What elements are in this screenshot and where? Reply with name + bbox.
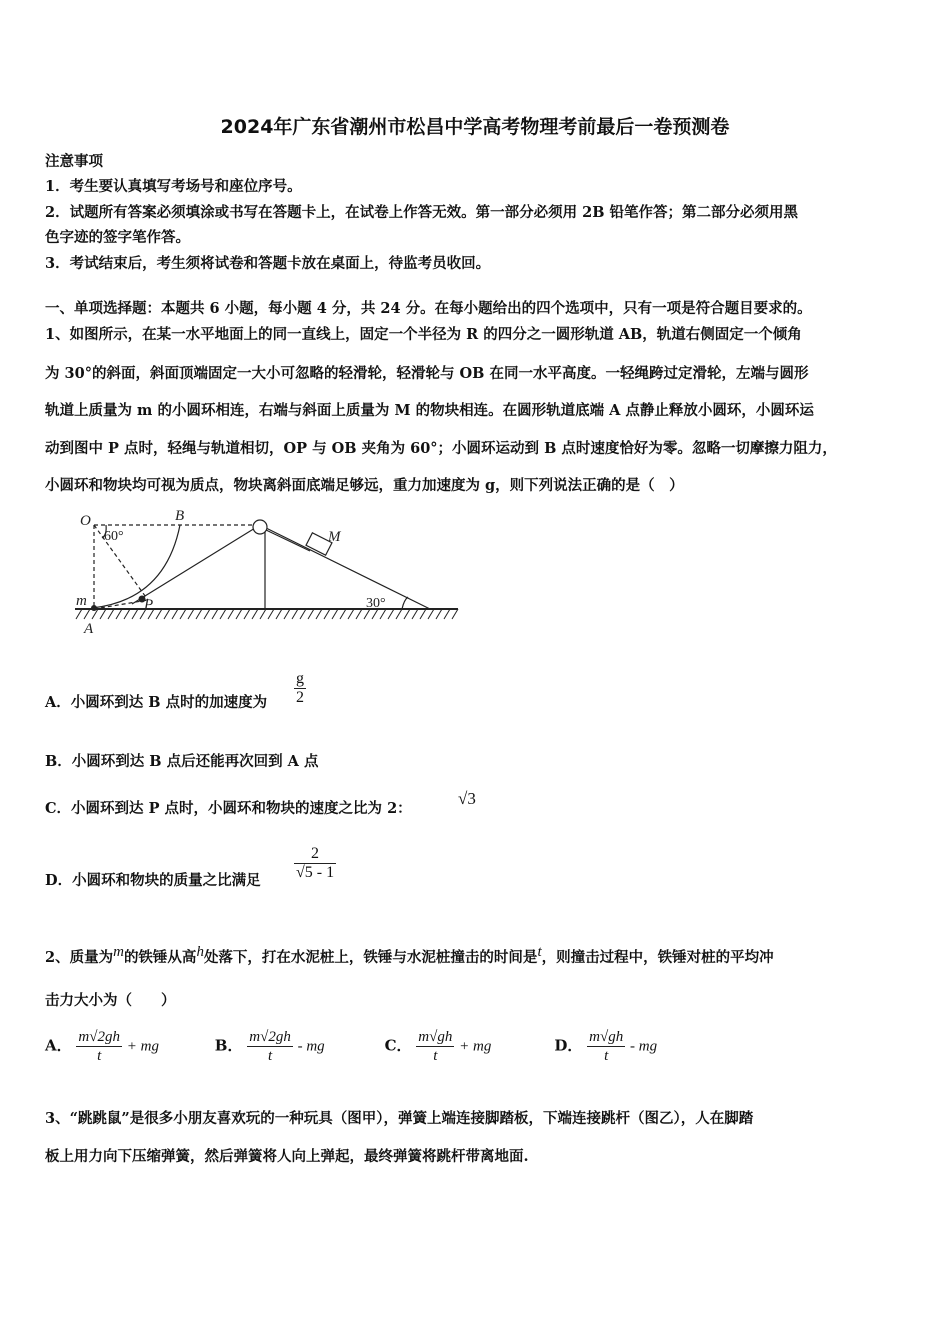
label-A: A: [84, 621, 94, 637]
q2-option-a-tail: + mg: [126, 1038, 159, 1055]
label-M: M: [328, 529, 341, 545]
label-O: O: [80, 513, 91, 529]
incline-surface: [260, 525, 430, 609]
q2-option-a-fraction: [76, 1028, 122, 1065]
q2-option-b-fraction: [247, 1028, 293, 1065]
page-title: 2024年广东省潮州市松昌中学高考物理考前最后一卷预测卷: [220, 116, 730, 138]
q1-option-a-num: g: [296, 670, 304, 687]
q2-option-a-label: A．: [45, 1036, 72, 1055]
ring-A: [91, 605, 97, 611]
q2-option-c-tail: + mg: [459, 1038, 492, 1055]
notice-item-1: 1．考生要认真填写考场号和座位序号。: [45, 178, 302, 195]
label-B: B: [175, 508, 185, 524]
q1-option-b: B．小圆环到达 B 点后还能再次回到 A 点: [45, 753, 319, 770]
q1-option-c-value: √3: [458, 789, 476, 808]
q1-option-d-fraction: [294, 845, 336, 882]
notice-heading: 注意事项: [45, 153, 103, 170]
q2-option-d: [554, 1028, 719, 1065]
q1-line-2: 为 30°的斜面，斜面顶端固定一大小可忽略的轻滑轮，轻滑轮与 OB 在同一水平高度。一轻绳跨过定滑轮，左端与圆形: [45, 365, 809, 382]
q2-option-c: [385, 1028, 550, 1065]
q2-option-a-den: t: [97, 1048, 102, 1064]
q2-option-b-tail: - mg: [297, 1038, 325, 1055]
q2-text-4: ，则撞击过程中，铁锤对桩的平均冲: [541, 948, 774, 966]
label-angle-60: 60°: [104, 529, 124, 544]
angle-arc-30: [402, 597, 408, 609]
q2-text-3: 处落下，打在水泥桩上，铁锤与水泥桩撞击的时间是: [203, 948, 538, 966]
q2-option-d-tail: - mg: [630, 1038, 658, 1055]
pulley: [253, 520, 267, 534]
q2-option-c-den: t: [433, 1048, 438, 1064]
q1-option-a-text: A．小圆环到达 B 点时的加速度为: [45, 694, 268, 711]
q2-text-2: 的铁锤从高: [123, 948, 197, 966]
q1-option-a-den: 2: [296, 689, 304, 706]
q2-option-d-fraction: [587, 1028, 625, 1065]
q2-line-2: 击力大小为（ ）: [45, 992, 176, 1009]
q2-option-b: [215, 1028, 380, 1065]
q2-option-b-den: t: [267, 1048, 273, 1064]
q2-option-d-num: m√gh: [589, 1029, 624, 1045]
q1-figure: [70, 505, 470, 640]
q1-option-d-den: √5 - 1: [296, 864, 335, 881]
notice-item-2-cont: 色字迹的签字笔作答。: [45, 229, 190, 246]
q2-var-m: m: [113, 944, 124, 960]
q1-option-a: [45, 694, 267, 712]
ground-hatching: [76, 609, 458, 619]
q2-var-t: t: [537, 944, 542, 960]
q1-option-a-fraction: [294, 670, 306, 707]
q2-option-d-label: D．: [554, 1036, 583, 1055]
label-m: m: [76, 593, 87, 609]
q3-line-2: 板上用力向下压缩弹簧，然后弹簧将人向上弹起，最终弹簧将跳杆带离地面.: [45, 1148, 529, 1165]
notice-item-2: 2．试题所有答案必须填涂或书写在答题卡上，在试卷上作答无效。第一部分必须用 2B 铅笔作答；第二部分必须用黑: [45, 204, 799, 221]
q2-option-d-den: t: [604, 1048, 609, 1064]
q1-line-3: 轨道上质量为 m 的小圆环相连，右端与斜面上质量为 M 的物块相连。在圆形轨道底端 A 点静止释放小圆环，小圆环运: [45, 402, 814, 419]
label-angle-30: 30°: [366, 596, 386, 611]
q2-option-b-label: B．: [214, 1036, 243, 1055]
q2-option-c-label: C．: [384, 1036, 412, 1055]
q1-option-d-num: 2: [294, 845, 336, 864]
label-P: P: [144, 597, 154, 613]
q2-option-c-num: m√gh: [418, 1029, 453, 1045]
q2-text-1: 2、质量为: [45, 948, 114, 966]
q2-option-a: [45, 1028, 210, 1065]
rope-right: [266, 530, 310, 551]
q1-line-1: 1、如图所示，在某一水平地面上的同一直线上，固定一个半径为 R 的四分之一圆形轨道 AB，轨道右侧固定一个倾角: [45, 326, 802, 343]
q1-line-4: 动到图中 P 点时，轻绳与轨道相切，OP 与 OB 夹角为 60°；小圆环运动到 B 点时速度恰好为零。忽略一切摩擦力阻力，: [45, 440, 837, 457]
rope-left: [132, 525, 260, 604]
q2-var-h: h: [196, 944, 204, 960]
q1-option-d: D．小圆环和物块的质量之比满足: [45, 872, 261, 889]
q2-option-c-fraction: [416, 1028, 454, 1065]
q2-options: [45, 1028, 719, 1065]
section-heading: 一、单项选择题：本题共 6 小题，每小题 4 分，共 24 分。在每小题给出的四个选项中，只有一项是符合题目要求的。: [45, 300, 812, 317]
q2-option-a-num: m√2gh: [78, 1029, 120, 1045]
q2-line-1: [45, 943, 774, 967]
q1-option-c: C．小圆环到达 P 点时，小圆环和物块的速度之比为 2：: [45, 800, 412, 817]
notice-item-3: 3．考试结束后，考生须将试卷和答题卡放在桌面上，待监考员收回。: [45, 255, 491, 272]
q1-line-5: 小圆环和物块均可视为质点，物块离斜面底端足够远，重力加速度为 g，则下列说法正确的是（ ）: [45, 477, 684, 494]
q2-option-b-num: m√2gh: [249, 1029, 291, 1045]
q3-line-1: 3、“跳跳鼠”是很多小朋友喜欢玩的一种玩具（图甲），弹簧上端连接脚踏板，下端连接跳杆（图乙），人在脚踏: [45, 1110, 754, 1127]
